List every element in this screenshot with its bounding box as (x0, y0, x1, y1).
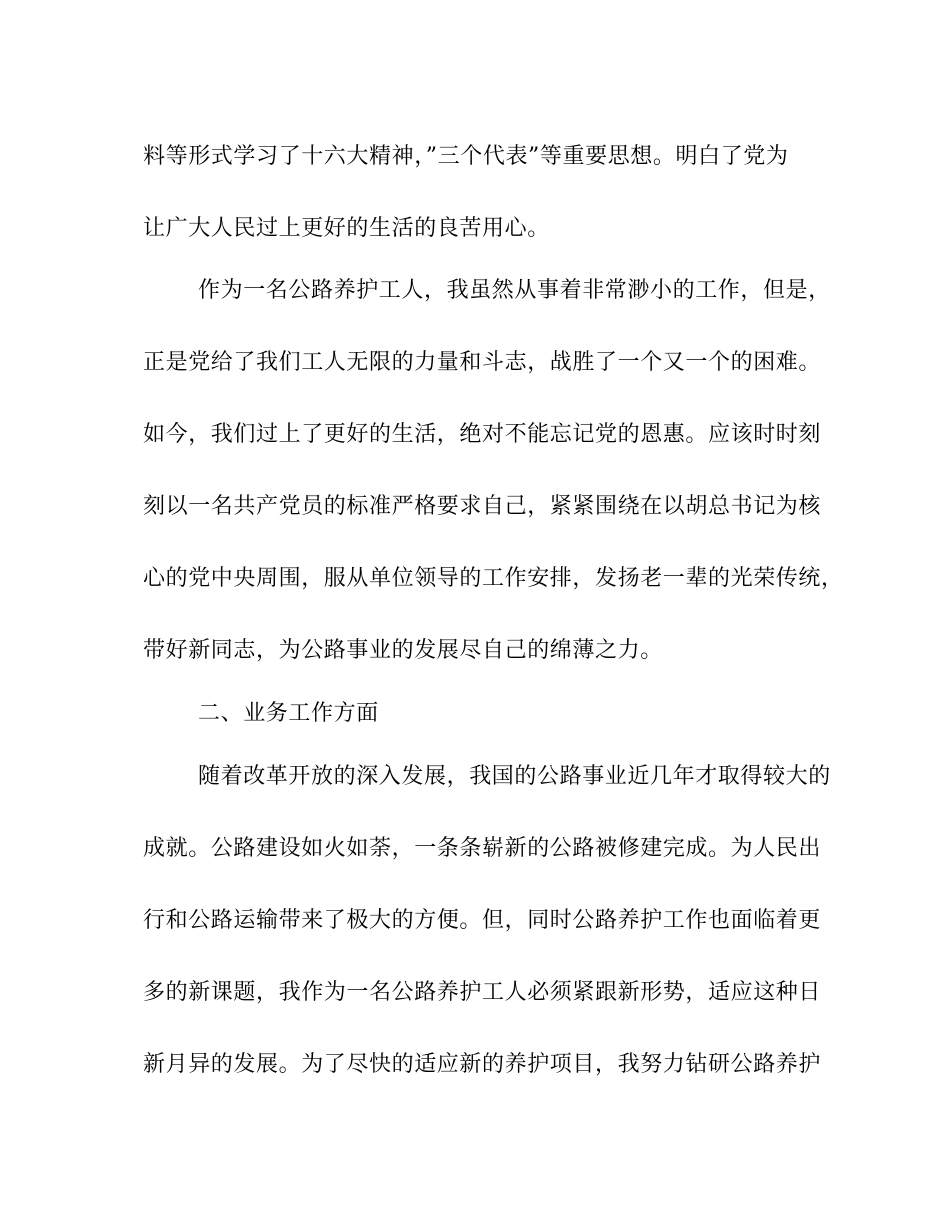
paragraph-start-line: 作为一名公路养护工人，我虽然从事着非常渺小的工作，但是， (198, 278, 831, 303)
text-line: 如今，我们过上了更好的生活，绝对不能忘记党的恩惠。应该时时刻 (143, 422, 822, 447)
text-line: 正是党给了我们工人无限的力量和斗志，战胜了一个又一个的困难。 (143, 350, 822, 375)
text-line: 新月异的发展。为了尽快的适应新的养护项目，我努力钻研公路养护 (143, 1052, 822, 1077)
text-line: 行和公路运输带来了极大的方便。但，同时公路养护工作也面临着更 (143, 908, 822, 933)
text-line: 成就。公路建设如火如荼，一条条崭新的公路被修建完成。为人民出 (143, 836, 822, 861)
text-line: 让广大人民过上更好的生活的良苦用心。 (143, 216, 550, 241)
section-heading: 二、业务工作方面 (198, 701, 379, 726)
text-line: 心的党中央周围，服从单位领导的工作安排，发扬老一辈的光荣传统， (143, 566, 844, 591)
text-line: 带好新同志，为公路事业的发展尽自己的绵薄之力。 (143, 638, 663, 663)
text-line: 刻以一名共产党员的标准严格要求自己，紧紧围绕在以胡总书记为核 (143, 494, 822, 519)
text-line: 多的新课题，我作为一名公路养护工人必须紧跟新形势，适应这种日 (143, 980, 822, 1005)
paragraph-start-line: 随着改革开放的深入发展，我国的公路事业近几年才取得较大的 (198, 764, 831, 789)
text-line: 料等形式学习了十六大精神，”三个代表”等重要思想。明白了党为 (143, 144, 789, 169)
